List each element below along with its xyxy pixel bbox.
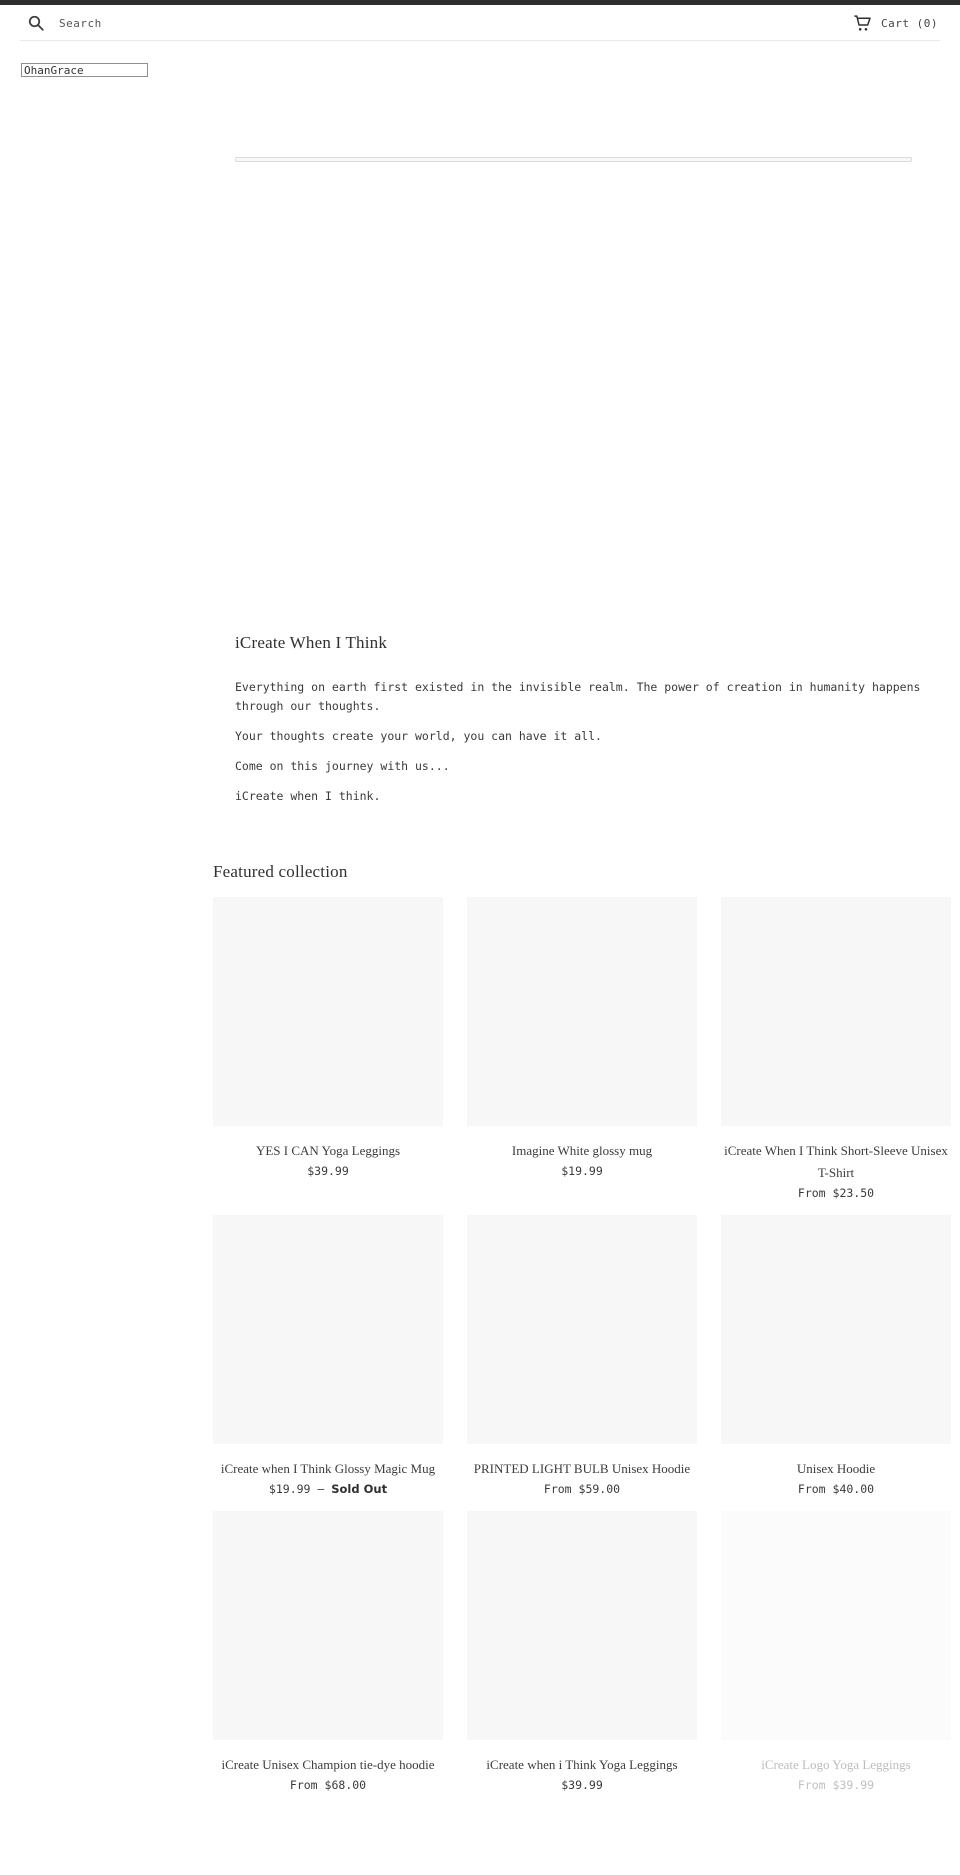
site-header xyxy=(0,5,960,41)
product-price-value: From $23.50 xyxy=(797,1186,875,1200)
store-name-input[interactable] xyxy=(21,63,148,77)
rich-text-section xyxy=(235,632,935,817)
rich-text-paragraphs xyxy=(235,678,935,806)
product-card[interactable] xyxy=(721,1215,951,1498)
product-price xyxy=(721,1776,951,1794)
product-row xyxy=(213,1215,951,1498)
product-card[interactable] xyxy=(467,897,697,1180)
product-title: iCreate when I Think Glossy Magic Mug xyxy=(220,1461,436,1476)
product-row xyxy=(213,1511,951,1794)
search-link[interactable] xyxy=(27,5,102,41)
product-title: iCreate Logo Yoga Leggings xyxy=(761,1757,911,1772)
product-price xyxy=(721,1184,951,1202)
product-row xyxy=(213,897,951,1202)
product-title: iCreate When I Think Short-Sleeve Unisex T-Shirt xyxy=(724,1143,948,1180)
product-price-value: $19.99 — xyxy=(268,1482,325,1496)
product-card[interactable] xyxy=(467,1511,697,1794)
product-price-value: $39.99 xyxy=(307,1164,349,1178)
product-price xyxy=(467,1776,697,1794)
product-card[interactable] xyxy=(213,1215,443,1498)
search-icon xyxy=(27,14,45,32)
product-image-placeholder xyxy=(721,1511,951,1740)
product-title: YES I CAN Yoga Leggings xyxy=(255,1143,401,1158)
product-price-value: From $40.00 xyxy=(797,1482,875,1496)
sold-out-badge: Sold Out xyxy=(331,1482,388,1496)
product-price xyxy=(721,1480,951,1498)
product-price-value: From $59.00 xyxy=(543,1482,621,1496)
product-title: PRINTED LIGHT BULB Unisex Hoodie xyxy=(473,1461,691,1476)
product-card[interactable] xyxy=(721,1511,951,1794)
product-price-value: $19.99 xyxy=(561,1164,603,1178)
product-grid xyxy=(213,897,951,1794)
rich-text-heading: iCreate When I Think xyxy=(235,633,388,652)
product-title: iCreate Unisex Champion tie-dye hoodie xyxy=(221,1757,435,1772)
product-image-placeholder xyxy=(213,1215,443,1444)
product-price-value: $39.99 xyxy=(561,1778,603,1792)
product-title: iCreate when i Think Yoga Leggings xyxy=(486,1757,678,1772)
product-image-placeholder xyxy=(721,1215,951,1444)
product-image-placeholder xyxy=(213,1511,443,1740)
product-price xyxy=(467,1480,697,1498)
product-image-placeholder xyxy=(467,1215,697,1444)
product-image-placeholder xyxy=(721,897,951,1126)
product-card[interactable] xyxy=(467,1215,697,1498)
product-price xyxy=(467,1162,697,1180)
product-image-placeholder xyxy=(467,897,697,1126)
product-image-placeholder xyxy=(467,1511,697,1740)
rich-text-paragraph: Come on this journey with us... xyxy=(235,759,450,773)
header-divider xyxy=(20,40,940,41)
rich-text-paragraph: Everything on earth first existed in the invisible realm. The power of creation in humanity happens through our thoughts. xyxy=(235,680,921,713)
cart-icon xyxy=(853,15,872,32)
product-price-value: From $39.99 xyxy=(797,1778,875,1792)
search-label: Search xyxy=(59,16,102,30)
product-price xyxy=(213,1480,443,1498)
product-image-placeholder xyxy=(213,897,443,1126)
product-price xyxy=(213,1776,443,1794)
featured-collection-heading: Featured collection xyxy=(213,862,348,881)
product-card[interactable] xyxy=(213,897,443,1180)
featured-collection-section xyxy=(213,861,951,1807)
product-price xyxy=(213,1162,443,1180)
cart-link[interactable] xyxy=(853,5,938,41)
rich-text-paragraph: Your thoughts create your world, you can have it all. xyxy=(235,729,602,743)
product-title: Imagine White glossy mug xyxy=(511,1143,653,1158)
product-title: Unisex Hoodie xyxy=(796,1461,876,1476)
product-card[interactable] xyxy=(721,897,951,1202)
product-price-value: From $68.00 xyxy=(289,1778,367,1792)
rich-text-paragraph: iCreate when I think. xyxy=(235,789,381,803)
product-card[interactable] xyxy=(213,1511,443,1794)
cart-label: Cart (0) xyxy=(881,16,938,30)
empty-banner-edge xyxy=(235,157,912,162)
